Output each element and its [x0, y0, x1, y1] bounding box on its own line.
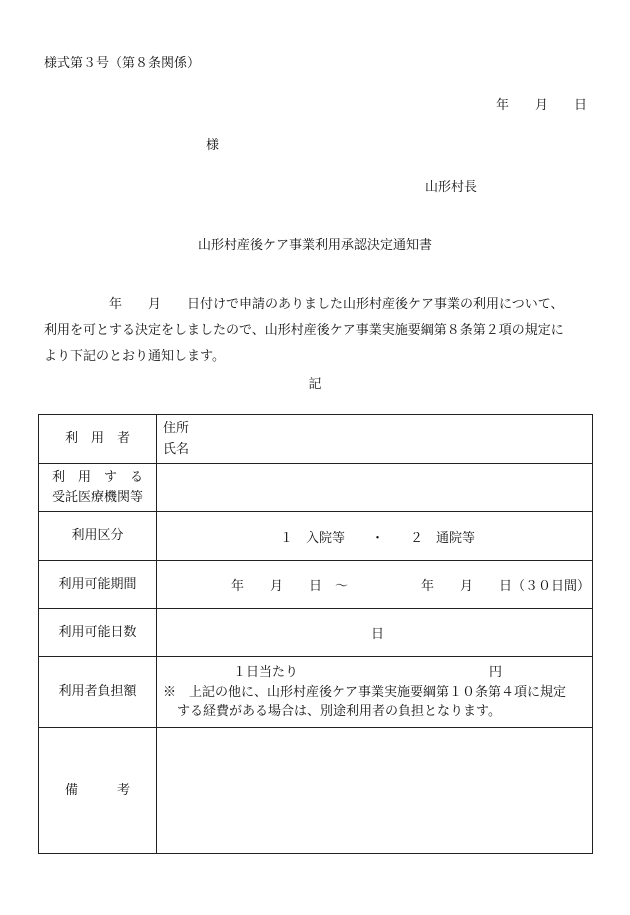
- table-row: [39, 464, 593, 512]
- document-title: 山形村産後ケア事業利用承認決定通知書: [197, 238, 432, 253]
- table-row: [39, 415, 593, 464]
- table-row: [39, 561, 593, 609]
- details-table: [38, 414, 593, 854]
- form-number: 様式第３号（第８条関係）: [44, 56, 201, 71]
- remarks-value-cell: [157, 728, 593, 854]
- body-line-1: 年 月 日付けで申請のありました山形村産後ケア事業の利用について、: [44, 297, 564, 312]
- period-start: 年 月 日 ～: [231, 578, 349, 594]
- ki-heading: 記: [308, 377, 322, 392]
- burden-note-line-1: ※ 上記の他に、山形村産後ケア事業実施要綱第１０条第４項に規定: [163, 685, 567, 700]
- facility-value-cell: [157, 464, 593, 512]
- table-row: [39, 728, 593, 854]
- burden-unit: 円: [489, 665, 503, 680]
- category-label: 利用区分: [39, 512, 157, 561]
- table-row: [39, 609, 593, 657]
- period-label: 利用可能期間: [39, 561, 157, 609]
- remarks-label: 備 考: [39, 728, 157, 854]
- address-label: 住所: [163, 421, 190, 436]
- category-value: １ 入院等 ・ ２ 通院等: [157, 512, 593, 561]
- issuer: 山形村長: [425, 180, 478, 195]
- period-value-cell: [157, 561, 593, 609]
- burden-per-day: １日当たり: [233, 665, 299, 680]
- user-value-cell: [157, 415, 593, 464]
- body-text: [44, 292, 594, 370]
- date-line: 年 月 日: [496, 98, 588, 113]
- body-line-3: より下記のとおり通知します。: [44, 349, 225, 364]
- facility-label-cell: [39, 464, 157, 512]
- days-label: 利用可能日数: [39, 609, 157, 657]
- burden-label: 利用者負担額: [39, 657, 157, 728]
- user-label: 利 用 者: [39, 415, 157, 464]
- period-end: 年 月 日（３０日間）: [421, 578, 591, 594]
- name-label: 氏名: [163, 442, 190, 457]
- facility-label-line-1: 利 用 す る: [51, 469, 143, 485]
- days-value: 日: [157, 609, 593, 657]
- table-row: [39, 512, 593, 561]
- facility-label-line-2: 受託医療機関等: [51, 489, 143, 505]
- table-row: [39, 657, 593, 728]
- addressee: 様: [206, 138, 220, 153]
- burden-note-line-2: する経費がある場合は、別途利用者の負担となります。: [177, 704, 501, 719]
- burden-value-cell: [157, 657, 593, 728]
- body-line-2: 利用を可とする決定をしましたので、山形村産後ケア事業実施要綱第８条第２項の規定に: [44, 323, 564, 338]
